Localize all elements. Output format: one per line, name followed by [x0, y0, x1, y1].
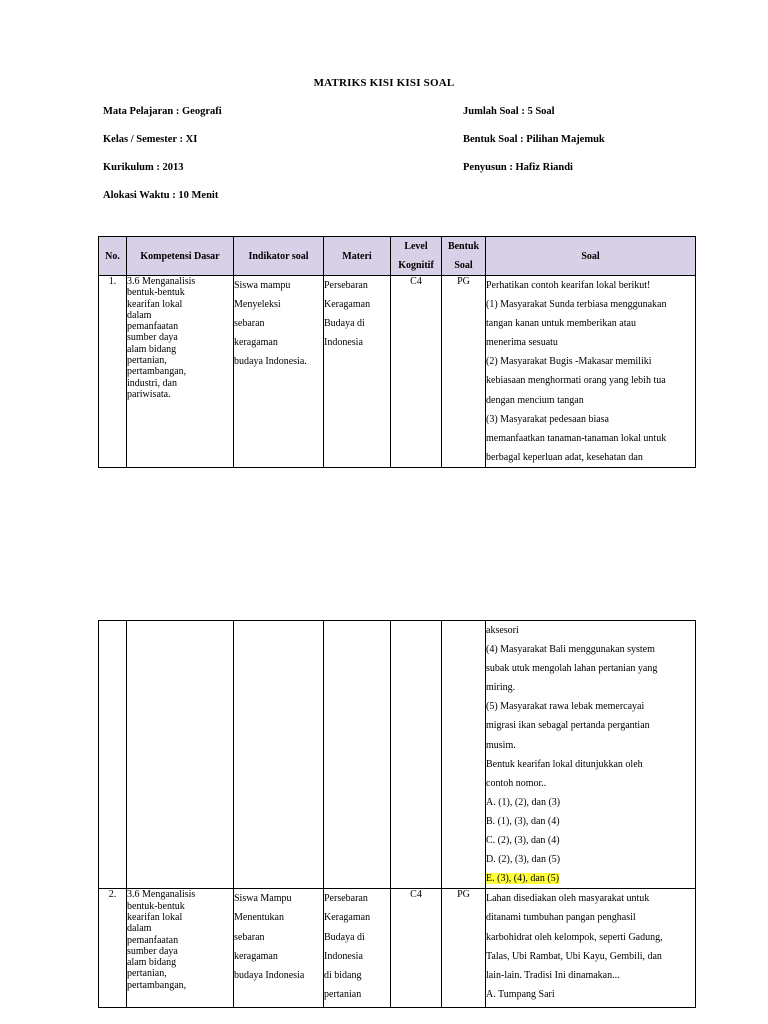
text-line: contoh nomor.. [486, 777, 547, 789]
text-line: pertambangan, [127, 366, 187, 378]
text-line: aksesori [486, 625, 519, 636]
text-line: budaya Indonesia. [234, 356, 307, 368]
text-line: Budaya di [324, 931, 365, 943]
document-title: MATRIKS KISI KISI SOAL [313, 77, 455, 89]
header-bentuk-soal [442, 237, 486, 276]
row1-cont-soal-lines [486, 621, 695, 869]
text-line: alam bidang [127, 343, 177, 355]
meta-penyusun: Penyusun : Hafiz Riandi [463, 162, 573, 173]
text-line: D. (2), (3), dan (5) [486, 854, 561, 866]
text-line: A. (1), (2), dan (3) [486, 796, 561, 808]
row2-level: C4 [391, 889, 442, 1008]
text-line: migrasi ikan sebagal pertanda pergantian [486, 720, 650, 732]
text-line: Persebaran [324, 893, 368, 905]
text-line: pemanfaatan [127, 321, 179, 333]
header-materi: Materi [324, 237, 391, 276]
row2-indikator [234, 889, 324, 1008]
text-line: Talas, Ubi Rambat, Ubi Kayu, Gembili, dan [486, 950, 662, 962]
row1-cont-materi [324, 621, 391, 889]
table-row [99, 889, 696, 1008]
text-line: pertanian, [127, 968, 167, 980]
text-line: pariwisata. [127, 388, 171, 400]
row2-bentuk: PG [442, 889, 486, 1008]
header-no: No. [99, 237, 127, 276]
text-line: bentuk-bentuk [127, 287, 185, 299]
text-line: kearifan lokal [127, 911, 183, 923]
row1-cont-no [99, 621, 127, 889]
row1-cont-indikator [234, 621, 324, 889]
text-line: dalam [127, 309, 152, 321]
text-line: Indonesia [324, 337, 363, 349]
meta-alokasi-waktu: Alokasi Waktu : 10 Menit [103, 190, 219, 201]
row2-no: 2. [99, 889, 127, 1008]
text-line: Keragaman [324, 912, 371, 924]
row2-materi [324, 889, 391, 1008]
row1-cont-soal [486, 621, 696, 889]
text-line: bentuk-bentuk [127, 900, 185, 912]
text-line: keragaman [234, 337, 278, 349]
text-line: Siswa mampu [234, 280, 291, 291]
text-line: berbagal keperluan adat, kesehatan dan [486, 451, 643, 463]
text-line: Keragaman [324, 299, 371, 311]
text-line: tangan kanan untuk memberikan atau [486, 318, 636, 330]
text-line: B. (1), (3), dan (4) [486, 815, 560, 827]
text-line: A. Tumpang Sari [486, 988, 555, 1000]
text-line: C. (2), (3), dan (4) [486, 835, 560, 847]
text-line: sebaran [234, 931, 265, 943]
row2-kompetensi-dasar [127, 889, 234, 1008]
text-line: industri, dan [127, 377, 177, 389]
text-line: lain-lain. Tradisi Ini dinamakan... [486, 969, 620, 981]
text-line: Menentukan [234, 912, 284, 924]
text-line: Persebaran [324, 280, 368, 291]
header-level-kognitif [391, 237, 442, 276]
header-level-line-2: Kognitif [398, 260, 434, 271]
row1-bentuk: PG [442, 276, 486, 468]
text-line: Lahan disediakan oleh masyarakat untuk [486, 893, 650, 905]
text-line: 3.6 Menganalisis [127, 889, 196, 901]
header-level-line-1: Level [404, 241, 428, 252]
meta-kelas: Kelas / Semester : XI [103, 134, 198, 145]
table-header-row [99, 237, 696, 276]
row1-no: 1. [99, 276, 127, 468]
text-line: memanfaatkan tanaman-tanaman lokal untuk [486, 432, 667, 444]
text-line: pemanfaatan [127, 934, 179, 946]
row2-soal [486, 889, 696, 1008]
text-line: (1) Masyarakat Sunda terbiasa menggunakan [486, 299, 667, 311]
table-row [99, 276, 696, 468]
text-line: ditanami tumbuhan pangan penghasil [486, 912, 636, 924]
text-line: keragaman [234, 950, 278, 962]
header-indikator: Indikator soal [234, 237, 324, 276]
text-line: (2) Masyarakat Bugis -Makasar memiliki [486, 356, 652, 368]
text-line: Budaya di [324, 318, 365, 330]
row1-kompetensi-dasar [127, 276, 234, 468]
text-line: di bidang [324, 969, 362, 981]
header-kompetensi-dasar: Kompetensi Dasar [127, 237, 234, 276]
text-line: Siswa Mampu [234, 893, 292, 905]
text-line: alam bidang [127, 957, 177, 969]
kisi-table-page-2 [98, 620, 696, 1008]
header-bentuk-line-2: Soal [454, 260, 473, 271]
text-line: dalam [127, 923, 152, 935]
text-line: (4) Masyarakat Bali menggunakan system [486, 644, 655, 656]
row1-cont-kompetensi-dasar [127, 621, 234, 889]
text-line: pertambangan, [127, 979, 187, 991]
meta-mata-pelajaran: Mata Pelajaran : Geografi [103, 106, 222, 117]
header-bentuk-line-1: Bentuk [447, 241, 480, 252]
text-line: 3.6 Menganalisis [127, 276, 196, 287]
text-line: subak utuk mengolah lahan pertanian yang [486, 663, 658, 675]
table-row [99, 621, 696, 889]
text-line: karbohidrat oleh kelompok, seperti Gadung, [486, 931, 663, 943]
row1-indikator [234, 276, 324, 468]
text-line: sumber daya [127, 332, 178, 344]
text-line: sebaran [234, 318, 265, 330]
text-line: Indonesia [324, 950, 363, 962]
meta-jumlah-soal: Jumlah Soal : 5 Soal [463, 106, 555, 117]
text-line: miring. [486, 682, 516, 694]
text-line: musim. [486, 739, 516, 751]
kisi-table-page-1 [98, 236, 696, 468]
meta-bentuk-soal: Bentuk Soal : Pilihan Majemuk [463, 134, 605, 145]
text-line: pertanian [324, 988, 362, 1000]
text-line: pertanian, [127, 355, 167, 367]
row1-soal [486, 276, 696, 468]
correct-answer-highlight: E. (3), (4), dan (5) [486, 873, 560, 885]
meta-kurikulum: Kurikulum : 2013 [103, 162, 184, 173]
text-line: sumber daya [127, 945, 178, 957]
row1-materi [324, 276, 391, 468]
text-line: kebiasaan menghormati orang yang lebih tua [486, 375, 666, 387]
text-line: (3) Masyarakat pedesaan biasa [486, 413, 609, 425]
text-line: Bentuk kearifan lokal ditunjukkan oleh [486, 758, 643, 770]
row1-cont-bentuk [442, 621, 486, 889]
header-soal: Soal [486, 237, 696, 276]
row1-level: C4 [391, 276, 442, 468]
text-line: dengan mencium tangan [486, 394, 584, 406]
text-line: budaya Indonesia [234, 969, 305, 981]
text-line: Perhatikan contoh kearifan lokal berikut! [486, 280, 651, 291]
row1-cont-level [391, 621, 442, 889]
text-line: kearifan lokal [127, 298, 183, 310]
text-line: Menyeleksi [234, 299, 281, 311]
text-line: menerima sesuatu [486, 337, 558, 349]
text-line: (5) Masyarakat rawa lebak memercayai [486, 701, 645, 713]
